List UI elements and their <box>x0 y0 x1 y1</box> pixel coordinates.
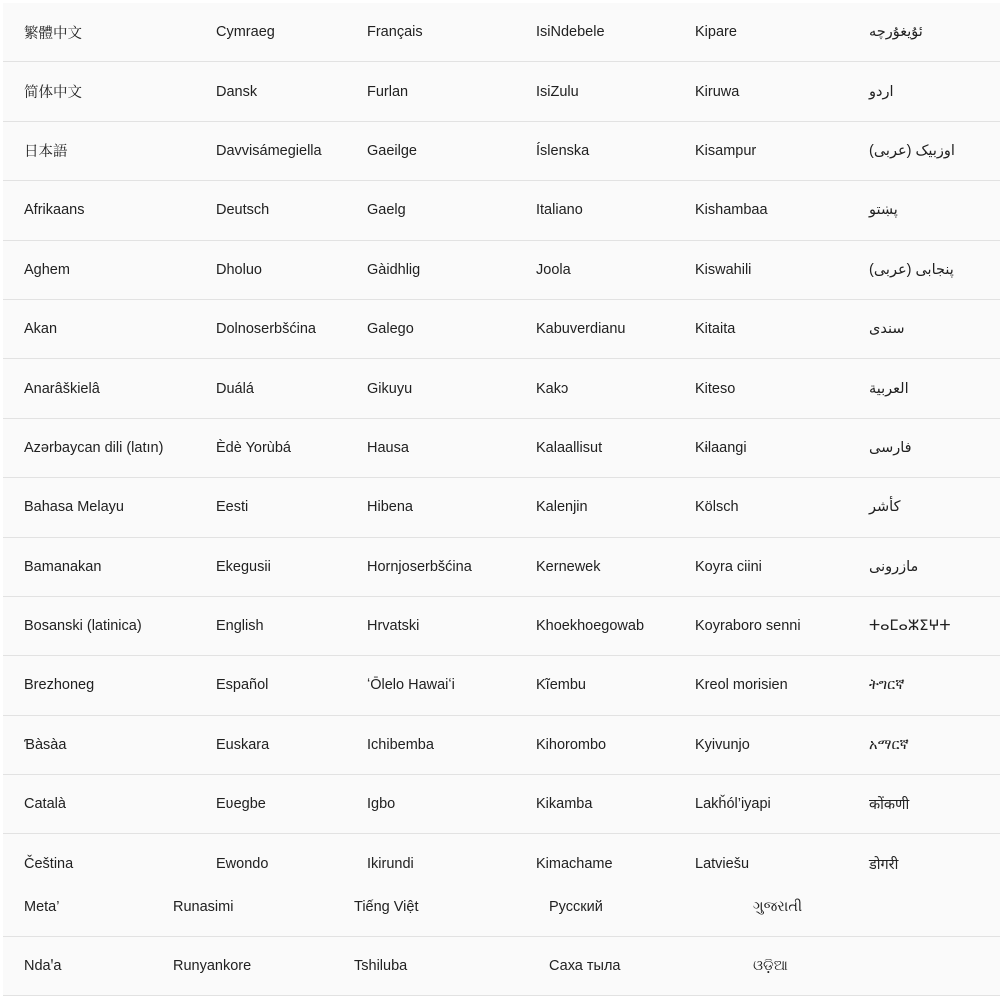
language-option-aghem[interactable]: Aghem <box>24 261 70 278</box>
language-option-english[interactable]: English <box>216 618 264 635</box>
language-row <box>3 775 1000 834</box>
language-option-fran-ais[interactable]: Français <box>367 24 423 41</box>
language-option-bahasa-melayu[interactable]: Bahasa Melayu <box>24 499 124 516</box>
language-option-eesti[interactable]: Eesti <box>216 499 249 516</box>
language-option-item[interactable]: کأشر <box>869 499 901 516</box>
language-option-igbo[interactable]: Igbo <box>367 796 396 813</box>
language-option-item[interactable]: Русский <box>549 898 603 915</box>
language-option-kreol-morisien[interactable]: Kreol morisien <box>695 677 788 694</box>
language-row <box>3 597 1000 656</box>
language-option-ekegusii[interactable]: Ekegusii <box>216 558 271 575</box>
language-option-item[interactable]: ⵜⴰⵎⴰⵣⵉⵖⵜ <box>869 618 951 635</box>
language-option-furlan[interactable]: Furlan <box>367 83 409 100</box>
language-row <box>3 877 1000 937</box>
language-option-khoekhoegowab[interactable]: Khoekhoegowab <box>536 618 645 635</box>
language-option-item[interactable]: 繁體中文 <box>24 25 82 42</box>
language-option-kernewek[interactable]: Kernewek <box>536 558 601 575</box>
language-option-ikirundi[interactable]: Ikirundi <box>367 856 414 873</box>
language-option-slenska[interactable]: Íslenska <box>536 142 590 159</box>
language-grid <box>3 3 1000 894</box>
language-option-item[interactable]: سندی <box>869 321 905 338</box>
language-option-ti-ng-vi-t[interactable]: Tiếng Việt <box>354 898 419 915</box>
language-row <box>3 241 1000 300</box>
language-option-gaelg[interactable]: Gaelg <box>367 202 406 219</box>
language-option-ewondo[interactable]: Ewondo <box>216 856 269 873</box>
language-option-kihorombo[interactable]: Kihorombo <box>536 736 607 753</box>
language-option-e-egbe[interactable]: Eʋegbe <box>216 796 266 813</box>
language-option-item[interactable]: ગુજરાતી <box>753 898 803 915</box>
language-option-brezhoneg[interactable]: Brezhoneg <box>24 677 95 694</box>
language-option-d-yor-b[interactable]: Èdè Yorùbá <box>216 439 291 456</box>
language-row <box>3 478 1000 537</box>
language-option-ichibemba[interactable]: Ichibemba <box>367 736 434 753</box>
language-option-hausa[interactable]: Hausa <box>367 439 409 456</box>
language-option-item[interactable]: العربية <box>869 380 909 397</box>
language-row <box>3 300 1000 359</box>
language-option-item[interactable]: 日本語 <box>24 144 68 161</box>
language-option-item[interactable]: 简体中文 <box>24 85 82 102</box>
language-option-kyivunjo[interactable]: Kyivunjo <box>695 736 750 753</box>
language-option-kalenjin[interactable]: Kalenjin <box>536 499 588 516</box>
language-option-hibena[interactable]: Hibena <box>367 499 413 516</box>
language-option-latvie-u[interactable]: Latviešu <box>695 856 750 873</box>
language-option-bamanakan[interactable]: Bamanakan <box>24 558 102 575</box>
language-option-g-idhlig[interactable]: Gàidhlig <box>367 261 421 278</box>
language-option-kishambaa[interactable]: Kishambaa <box>695 202 768 219</box>
language-option-euskara[interactable]: Euskara <box>216 736 270 753</box>
language-option-kimachame[interactable]: Kimachame <box>536 856 613 873</box>
language-option-italiano[interactable]: Italiano <box>536 202 583 219</box>
language-option-du-l[interactable]: Duálá <box>216 380 254 397</box>
language-option-espa-ol[interactable]: Español <box>216 677 269 694</box>
language-option-catal[interactable]: Català <box>24 796 66 813</box>
language-option-kabuverdianu[interactable]: Kabuverdianu <box>536 321 626 338</box>
language-row <box>3 538 1000 597</box>
language-option-tshiluba[interactable]: Tshiluba <box>354 958 408 974</box>
language-option-k-embu[interactable]: Kĩembu <box>536 677 586 694</box>
language-option-kipare[interactable]: Kipare <box>695 24 737 41</box>
language-option-gaeilge[interactable]: Gaeilge <box>367 142 417 159</box>
language-option-kisampur[interactable]: Kisampur <box>695 142 757 159</box>
language-option-kiruwa[interactable]: Kiruwa <box>695 83 740 100</box>
language-option-item[interactable]: Саха тыла <box>549 958 621 974</box>
language-option-kiteso[interactable]: Kiteso <box>695 380 736 397</box>
language-option-deutsch[interactable]: Deutsch <box>216 202 270 219</box>
language-option-item[interactable]: ئۇيغۇرچە <box>869 24 923 41</box>
language-option-koyraboro-senni[interactable]: Koyraboro senni <box>695 618 801 635</box>
language-option-item[interactable]: አማርኛ <box>869 736 909 753</box>
language-option-cymraeg[interactable]: Cymraeg <box>216 24 275 41</box>
language-row <box>3 3 1000 62</box>
language-option-dansk[interactable]: Dansk <box>216 83 258 100</box>
language-option-gikuyu[interactable]: Gikuyu <box>367 380 413 397</box>
language-option-runasimi[interactable]: Runasimi <box>173 898 234 915</box>
language-row <box>3 937 1000 996</box>
language-row <box>3 419 1000 478</box>
language-option-kak[interactable]: Kakɔ <box>536 380 569 397</box>
language-row <box>3 181 1000 240</box>
language-row <box>3 656 1000 715</box>
language-option-item[interactable]: اوزبیک (عربی) <box>869 142 955 159</box>
language-grid-continued <box>3 877 1000 996</box>
language-option-dholuo[interactable]: Dholuo <box>216 261 262 278</box>
language-option-koyra-ciini[interactable]: Koyra ciini <box>695 558 762 575</box>
language-option-kiswahili[interactable]: Kiswahili <box>695 261 752 278</box>
language-option-hrvatski[interactable]: Hrvatski <box>367 618 420 635</box>
language-option-item[interactable]: پښتو <box>869 202 898 219</box>
language-option-meta[interactable]: Meta’ <box>24 898 60 915</box>
language-option-kitaita[interactable]: Kitaita <box>695 321 736 338</box>
language-option-item[interactable]: ଓଡ଼ିଆ <box>753 958 788 974</box>
language-option-az-rbaycan-dili-lat-n[interactable]: Azərbaycan dili (latın) <box>24 439 164 456</box>
language-option-kikamba[interactable]: Kikamba <box>536 796 593 813</box>
language-option-item[interactable]: اردو <box>869 83 894 100</box>
language-option-davvis-megiella[interactable]: Davvisámegiella <box>216 142 322 159</box>
language-option-lak-l-iyapi[interactable]: Lakȟól’iyapi <box>695 796 771 813</box>
language-row <box>3 122 1000 181</box>
language-option-afrikaans[interactable]: Afrikaans <box>24 202 85 219</box>
language-option-item[interactable]: ትግርኛ <box>869 677 905 694</box>
language-option-lelo-hawai-i[interactable]: ʻŌlelo Hawaiʻi <box>367 677 455 694</box>
language-option-akan[interactable]: Akan <box>24 321 58 338</box>
language-option-s-a[interactable]: Ɓàsàa <box>24 736 67 753</box>
language-option-hornjoserb-ina[interactable]: Hornjoserbšćina <box>367 558 472 575</box>
language-option-e-tina[interactable]: Čeština <box>24 856 74 873</box>
language-option-item[interactable]: مازرونی <box>869 558 919 575</box>
language-option-anar-kiel[interactable]: Anarâškielâ <box>24 380 100 397</box>
language-option-joola[interactable]: Joola <box>536 261 571 278</box>
language-option-isizulu[interactable]: IsiZulu <box>536 83 579 100</box>
language-option-bosanski-latinica[interactable]: Bosanski (latinica) <box>24 618 142 635</box>
language-option-dolnoserb-ina[interactable]: Dolnoserbšćina <box>216 321 316 338</box>
language-row <box>3 716 1000 775</box>
language-option-item[interactable]: कोंकणी <box>869 797 910 814</box>
language-row <box>3 359 1000 418</box>
language-option-k-lsch[interactable]: Kölsch <box>695 499 739 516</box>
language-option-isindebele[interactable]: IsiNdebele <box>536 24 605 41</box>
language-option-item[interactable]: فارسی <box>869 439 912 456</box>
language-option-item[interactable]: डोगरी <box>869 857 899 874</box>
language-row <box>3 62 1000 121</box>
language-option-item[interactable]: پنجابی (عربی) <box>869 261 954 278</box>
language-option-nda-a[interactable]: Ndaꞌa <box>24 958 62 974</box>
language-option-kalaallisut[interactable]: Kalaallisut <box>536 439 603 456</box>
language-option-k-laangi[interactable]: Kɨlaangi <box>695 439 747 456</box>
language-option-galego[interactable]: Galego <box>367 321 414 338</box>
language-option-runyankore[interactable]: Runyankore <box>173 958 252 974</box>
